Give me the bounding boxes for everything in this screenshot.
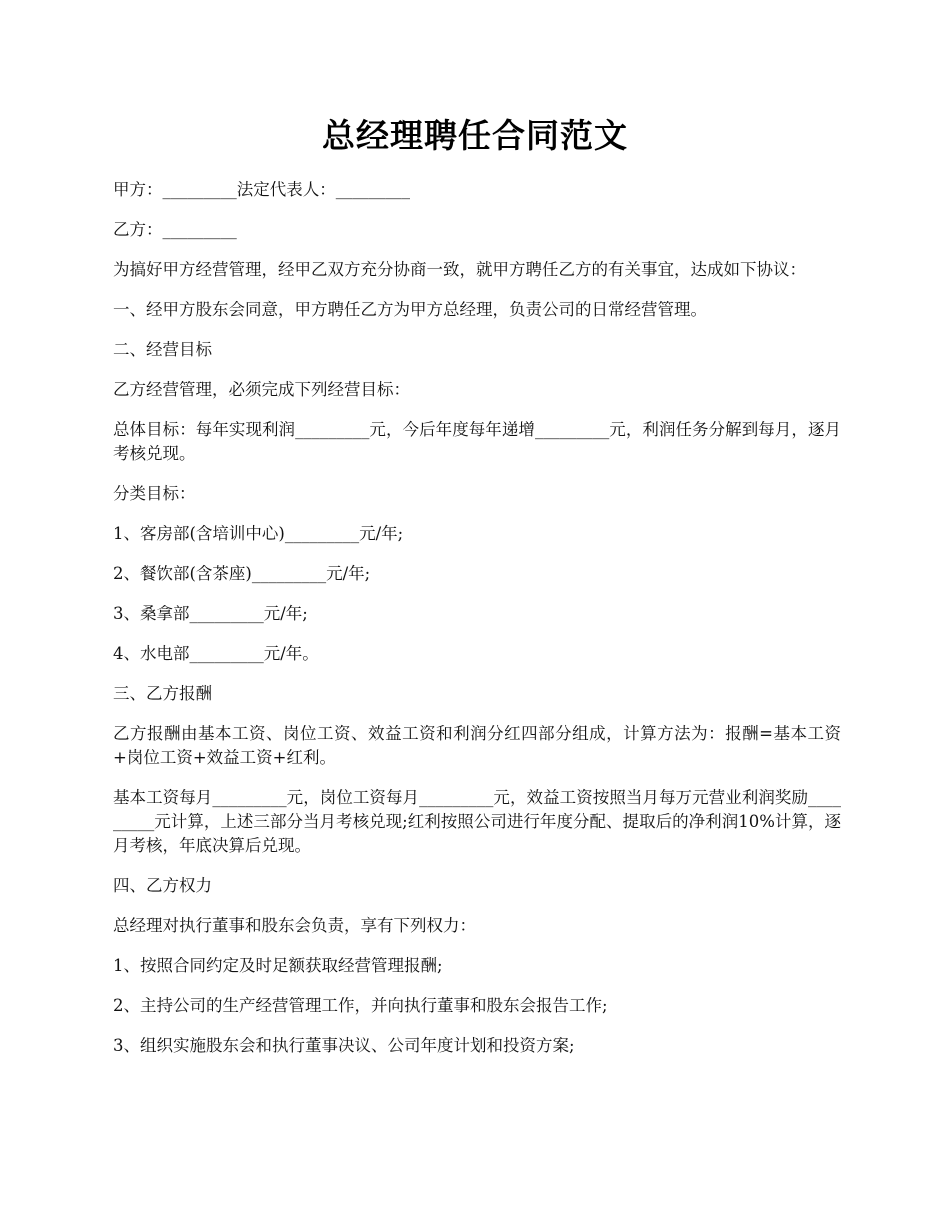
power-item-1: 1、按照合同约定及时足额获取经营管理报酬;: [113, 956, 443, 975]
compensation-details-paragraph: 基本工资每月_________元，岗位工资每月_________元，效益工资按照当月每万元营业利润奖励_________元计算，上述三部分当月考核兑现;红利按照公司进行年度分配、提取后的净利润10%计算，逐月考核，年底决算后兑现。: [113, 788, 841, 855]
section-heading-powers: 四、乙方权力: [113, 876, 212, 895]
party-a-line: 甲方：_________法定代表人：_________: [113, 180, 410, 199]
document-title: 总经理聘任合同范文: [322, 116, 628, 155]
goals-intro-paragraph: 乙方经营管理，必须完成下列经营目标：: [113, 380, 410, 399]
preamble-paragraph: 为搞好甲方经营管理，经甲乙双方充分协商一致，就甲方聘任乙方的有关事宜，达成如下协议：: [113, 260, 806, 279]
goal-item-catering: 2、餐饮部(含茶座)_________元/年;: [113, 564, 371, 583]
category-goals-label: 分类目标：: [113, 484, 196, 503]
power-item-2: 2、主持公司的生产经营管理工作，并向执行董事和股东会报告工作;: [113, 996, 608, 1015]
clause-1-paragraph: 一、经甲方股东会同意，甲方聘任乙方为甲方总经理，负责公司的日常经营管理。: [113, 300, 707, 319]
document-body: [113, 178, 841, 1074]
compensation-formula-paragraph: 乙方报酬由基本工资、岗位工资、效益工资和利润分红四部分组成，计算方法为：报酬=基本工资+岗位工资+效益工资+红利。: [113, 724, 841, 767]
section-heading-compensation: 三、乙方报酬: [113, 684, 212, 703]
powers-intro-paragraph: 总经理对执行董事和股东会负责，享有下列权力：: [113, 916, 476, 935]
goal-item-rooms: 1、客房部(含培训中心)_________元/年;: [113, 524, 404, 543]
section-heading-goals: 二、经营目标: [113, 340, 212, 359]
party-b-line: 乙方：_________: [113, 220, 237, 239]
power-item-3: 3、组织实施股东会和执行董事决议、公司年度计划和投资方案;: [113, 1036, 575, 1055]
goal-item-utilities: 4、水电部_________元/年。: [113, 644, 319, 663]
goal-item-sauna: 3、桑拿部_________元/年;: [113, 604, 308, 623]
overall-goal-paragraph: 总体目标：每年实现利润_________元，今后年度每年递增_________元，利润任务分解到每月，逐月考核兑现。: [113, 420, 841, 463]
